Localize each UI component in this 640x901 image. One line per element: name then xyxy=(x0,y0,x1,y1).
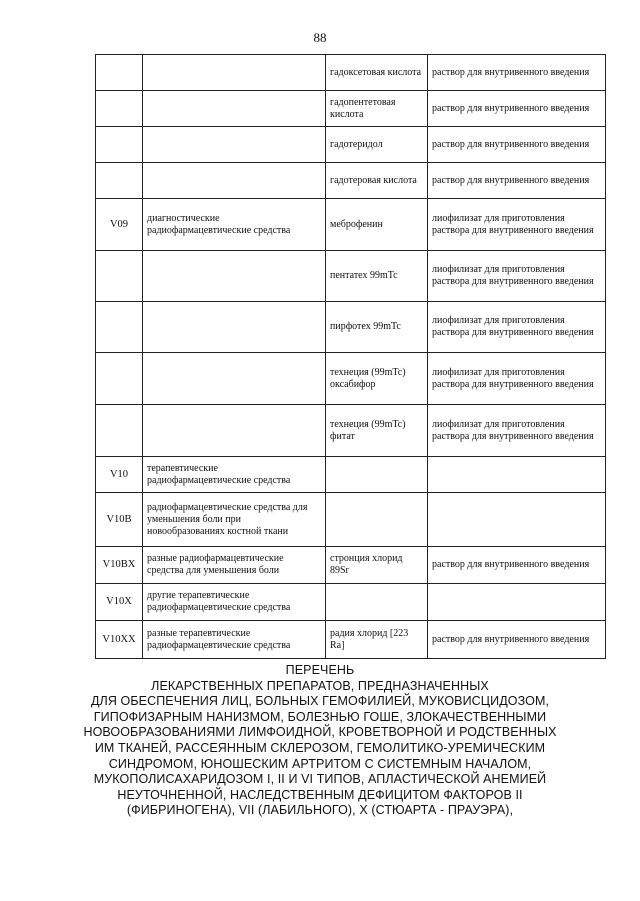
table-row xyxy=(96,493,606,547)
drug-name-cell xyxy=(326,457,428,493)
heading-line: ПЕРЕЧЕНЬ xyxy=(285,663,355,677)
dosage-form-cell: лиофилизат для приготовления раствора для внутривенного введения xyxy=(428,251,606,302)
drug-name-cell: гадотеридол xyxy=(326,127,428,163)
drug-table xyxy=(95,54,606,659)
atc-code-cell: V10BX xyxy=(96,547,143,584)
dosage-form-cell: лиофилизат для приготовления раствора для внутривенного введения xyxy=(428,405,606,457)
atc-code-cell: V10XX xyxy=(96,621,143,659)
atc-group-cell xyxy=(143,127,326,163)
dosage-form-cell xyxy=(428,457,606,493)
atc-group-cell: другие терапевтические радиофармацевтические средства xyxy=(143,584,326,621)
table-row xyxy=(96,251,606,302)
atc-code-cell xyxy=(96,55,143,91)
heading-line: ДЛЯ ОБЕСПЕЧЕНИЯ ЛИЦ, БОЛЬНЫХ ГЕМОФИЛИЕЙ, МУКОВИСЦИДОЗОМ, xyxy=(90,694,550,709)
atc-code-cell xyxy=(96,91,143,127)
heading-line: СИНДРОМОМ, ЮНОШЕСКИМ АРТРИТОМ С СИСТЕМНЫМ НАЧАЛОМ, xyxy=(108,756,532,771)
dosage-form-cell: лиофилизат для приготовления раствора для внутривенного введения xyxy=(428,199,606,251)
heading-line: (ФИБРИНОГЕНА), VII (ЛАБИЛЬНОГО), X (СТЮАРТА - ПРАУЭРА), xyxy=(126,803,514,818)
table-row xyxy=(96,584,606,621)
drug-name-cell: технеция (99mTc) оксабифор xyxy=(326,353,428,405)
heading-line: ГИПОФИЗАРНЫМ НАНИЗМОМ, БОЛЕЗНЬЮ ГОШЕ, ЗЛОКАЧЕСТВЕННЫМИ xyxy=(93,709,547,724)
table-row xyxy=(96,353,606,405)
atc-code-cell: V09 xyxy=(96,199,143,251)
atc-code-cell xyxy=(96,302,143,353)
atc-code-cell: V10X xyxy=(96,584,143,621)
drug-name-cell: пирфотех 99mTc xyxy=(326,302,428,353)
drug-name-cell: радия хлорид [223 Ra] xyxy=(326,621,428,659)
table-row xyxy=(96,302,606,353)
dosage-form-cell xyxy=(428,584,606,621)
table-row xyxy=(96,405,606,457)
table-row xyxy=(96,127,606,163)
atc-group-cell xyxy=(143,55,326,91)
atc-group-cell: разные терапевтические радиофармацевтические средства xyxy=(143,621,326,659)
dosage-form-cell: раствор для внутривенного введения xyxy=(428,621,606,659)
atc-code-cell xyxy=(96,251,143,302)
table-row xyxy=(96,199,606,251)
drug-name-cell: гадопентетовая кислота xyxy=(326,91,428,127)
dosage-form-cell: раствор для внутривенного введения xyxy=(428,163,606,199)
heading-line: ИМ ТКАНЕЙ, РАССЕЯННЫМ СКЛЕРОЗОМ, ГЕМОЛИТИКО-УРЕМИЧЕСКИМ xyxy=(94,740,546,755)
dosage-form-cell: лиофилизат для приготовления раствора для внутривенного введения xyxy=(428,302,606,353)
drug-name-cell: гадоксетовая кислота xyxy=(326,55,428,91)
table-row xyxy=(96,547,606,584)
atc-group-cell: диагностические радиофармацевтические средства xyxy=(143,199,326,251)
atc-group-cell: разные радиофармацевтические средства для уменьшения боли xyxy=(143,547,326,584)
dosage-form-cell: раствор для внутривенного введения xyxy=(428,91,606,127)
atc-group-cell: радиофармацевтические средства для уменьшения боли при новообразованиях костной ткани xyxy=(143,493,326,547)
dosage-form-cell: раствор для внутривенного введения xyxy=(428,127,606,163)
atc-group-cell: терапевтические радиофармацевтические средства xyxy=(143,457,326,493)
dosage-form-cell xyxy=(428,493,606,547)
drug-name-cell: стронция хлорид 89Sr xyxy=(326,547,428,584)
atc-group-cell xyxy=(143,163,326,199)
table-row xyxy=(96,55,606,91)
atc-code-cell: V10B xyxy=(96,493,143,547)
heading-line: ЛЕКАРСТВЕННЫХ ПРЕПАРАТОВ, ПРЕДНАЗНАЧЕННЫХ xyxy=(151,678,489,693)
atc-group-cell xyxy=(143,353,326,405)
table-row xyxy=(96,621,606,659)
atc-code-cell xyxy=(96,405,143,457)
page-number: 88 xyxy=(313,30,327,45)
drug-name-cell: гадотеровая кислота xyxy=(326,163,428,199)
table-row xyxy=(96,91,606,127)
dosage-form-cell: раствор для внутривенного введения xyxy=(428,547,606,584)
list-heading xyxy=(60,663,580,819)
atc-group-cell xyxy=(143,405,326,457)
table-row xyxy=(96,163,606,199)
atc-code-cell xyxy=(96,127,143,163)
atc-code-cell: V10 xyxy=(96,457,143,493)
dosage-form-cell: лиофилизат для приготовления раствора для внутривенного введения xyxy=(428,353,606,405)
drug-name-cell: технеция (99mTc) фитат xyxy=(326,405,428,457)
dosage-form-cell: раствор для внутривенного введения xyxy=(428,55,606,91)
heading-line: МУКОПОЛИСАХАРИДОЗОМ I, II И VI ТИПОВ, АПЛАСТИЧЕСКОЙ АНЕМИЕЙ xyxy=(93,772,547,787)
atc-group-cell xyxy=(143,91,326,127)
drug-name-cell xyxy=(326,493,428,547)
atc-group-cell xyxy=(143,302,326,353)
atc-code-cell xyxy=(96,163,143,199)
heading-line: НОВООБРАЗОВАНИЯМИ ЛИМФОИДНОЙ, КРОВЕТВОРНОЙ И РОДСТВЕННЫХ xyxy=(83,725,557,740)
table-row xyxy=(96,457,606,493)
drug-name-cell xyxy=(326,584,428,621)
drug-name-cell: меброфенин xyxy=(326,199,428,251)
drug-name-cell: пентатех 99mTc xyxy=(326,251,428,302)
heading-line: НЕУТОЧНЕННОЙ, НАСЛЕДСТВЕННЫМ ДЕФИЦИТОМ ФАКТОРОВ II xyxy=(117,787,523,802)
atc-group-cell xyxy=(143,251,326,302)
atc-code-cell xyxy=(96,353,143,405)
